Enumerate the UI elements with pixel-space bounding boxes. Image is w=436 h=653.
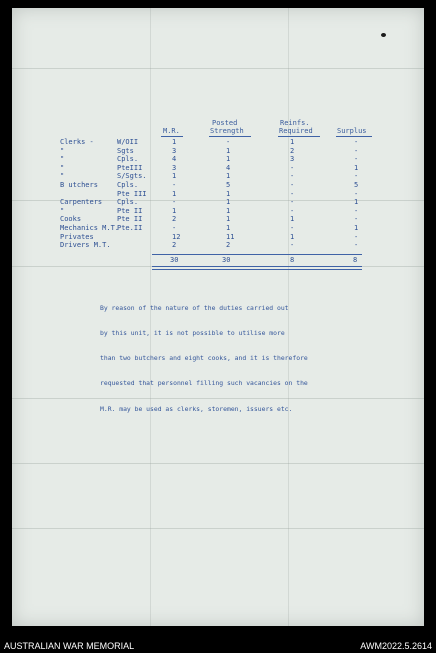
cell-posted: 1 xyxy=(226,215,231,224)
cell-surplus: - xyxy=(354,138,359,146)
total-rule-bottom-1 xyxy=(152,266,362,267)
cell-reinfs: - xyxy=(290,181,295,189)
header-reinfs-line1: Reinfs. xyxy=(280,119,310,127)
cell-posted: 1 xyxy=(226,155,231,164)
header-reinfs-underline xyxy=(278,136,320,137)
paragraph-line: by this unit, it is not possible to utilise more xyxy=(100,329,285,338)
cell-reinfs: - xyxy=(290,198,295,207)
cell-posted: 11 xyxy=(226,232,235,241)
cell-posted: 1 xyxy=(226,146,231,155)
cell-reinfs: - xyxy=(290,189,295,198)
cell-surplus: - xyxy=(354,215,359,224)
cell-trade: " xyxy=(60,163,65,172)
cell-surplus: 1 xyxy=(354,224,359,232)
cell-mr: 1 xyxy=(172,138,177,146)
cell-rank: S/Sgts. xyxy=(117,172,147,181)
paragraph-line: requested that personnel filling such vacancies on the xyxy=(100,379,308,388)
cell-posted: 1 xyxy=(226,224,231,232)
ink-mark xyxy=(381,33,386,37)
cell-posted: 1 xyxy=(226,198,231,207)
cell-trade: Carpenters xyxy=(60,198,103,207)
cell-reinfs: 1 xyxy=(290,138,295,146)
paragraph-line: By reason of the nature of the duties carried out xyxy=(100,303,289,312)
cell-trade: Cooks xyxy=(60,215,82,224)
cell-rank: Sgts xyxy=(117,146,134,155)
cell-reinfs: 1 xyxy=(290,232,295,241)
cell-mr: - xyxy=(172,198,177,207)
cell-reinfs: - xyxy=(290,206,295,215)
cell-posted: 5 xyxy=(226,181,231,189)
cell-surplus: - xyxy=(354,206,359,215)
cell-reinfs: - xyxy=(290,241,295,250)
cell-rank: Pte.II xyxy=(117,224,143,232)
cell-mr: 4 xyxy=(172,155,177,164)
total-posted: 30 xyxy=(222,256,231,264)
total-rule-top xyxy=(152,254,362,255)
cell-mr: 12 xyxy=(172,232,181,241)
cell-trade: Drivers M.T. xyxy=(60,241,111,250)
cell-surplus: - xyxy=(354,155,359,164)
cell-trade: Mechanics M.T. xyxy=(60,224,120,232)
footer-reference: AWM2022.5.2614 xyxy=(360,641,432,651)
cell-reinfs: 1 xyxy=(290,215,295,224)
explanation-paragraph xyxy=(100,287,368,422)
archive-footer xyxy=(0,640,436,653)
cell-surplus: - xyxy=(354,232,359,241)
cell-surplus: 1 xyxy=(354,163,359,172)
cell-rank: Pte III xyxy=(117,189,147,198)
cell-trade: " xyxy=(60,146,65,155)
cell-rank: Pte II xyxy=(117,206,143,215)
cell-trade: " xyxy=(60,172,65,181)
cell-mr: - xyxy=(172,224,177,232)
total-reinfs: 8 xyxy=(290,256,295,264)
cell-reinfs: - xyxy=(290,224,295,232)
total-rule-bottom-2 xyxy=(152,269,362,270)
cell-reinfs: 3 xyxy=(290,155,295,164)
cell-mr: 2 xyxy=(172,241,177,250)
header-reinfs-line2: Required xyxy=(279,127,313,135)
cell-surplus: 5 xyxy=(354,181,359,189)
cell-posted: 1 xyxy=(226,189,231,198)
cell-surplus: - xyxy=(354,189,359,198)
cell-rank: PteIII xyxy=(117,163,143,172)
total-mr: 30 xyxy=(170,256,179,264)
cell-posted: 1 xyxy=(226,172,231,181)
cell-mr: 1 xyxy=(172,206,177,215)
cell-surplus: - xyxy=(354,172,359,181)
cell-posted: 1 xyxy=(226,206,231,215)
cell-trade: Privates xyxy=(60,232,94,241)
cell-mr: 2 xyxy=(172,215,177,224)
cell-trade: " xyxy=(60,206,65,215)
header-mr: M.R. xyxy=(163,127,180,135)
total-surplus: 8 xyxy=(353,256,358,264)
header-mr-underline xyxy=(161,136,183,137)
cell-reinfs: - xyxy=(290,163,295,172)
paragraph-line: than two butchers and eight cooks, and it is therefore xyxy=(100,354,308,363)
cell-mr: 3 xyxy=(172,146,177,155)
cell-posted: - xyxy=(226,138,231,146)
cell-rank: Cpls. xyxy=(117,155,139,164)
cell-mr: 1 xyxy=(172,172,177,181)
paragraph-line: M.R. may be used as clerks, storemen, issuers etc. xyxy=(100,404,293,413)
cell-rank: Pte II xyxy=(117,215,143,224)
cell-rank: Cpls. xyxy=(117,181,139,189)
cell-surplus: - xyxy=(354,146,359,155)
footer-institution: AUSTRALIAN WAR MEMORIAL xyxy=(4,641,135,651)
cell-rank: W/OII xyxy=(117,138,139,146)
cell-reinfs: 2 xyxy=(290,146,295,155)
cell-posted: 2 xyxy=(226,241,231,250)
cell-mr: - xyxy=(172,181,177,189)
header-surplus-underline xyxy=(336,136,372,137)
cell-surplus: - xyxy=(354,241,359,250)
header-posted-line2: Strength xyxy=(210,127,244,135)
cell-posted: 4 xyxy=(226,163,231,172)
header-surplus: Surplus xyxy=(337,127,367,135)
header-posted-line1: Posted xyxy=(212,119,238,127)
cell-mr: 1 xyxy=(172,189,177,198)
header-posted-underline xyxy=(209,136,251,137)
cell-mr: 3 xyxy=(172,163,177,172)
cell-reinfs: - xyxy=(290,172,295,181)
cell-trade: " xyxy=(60,155,65,164)
cell-trade: B utchers xyxy=(60,181,98,189)
cell-surplus: 1 xyxy=(354,198,359,207)
cell-trade: Clerks - xyxy=(60,138,94,146)
cell-rank: Cpls. xyxy=(117,198,139,207)
